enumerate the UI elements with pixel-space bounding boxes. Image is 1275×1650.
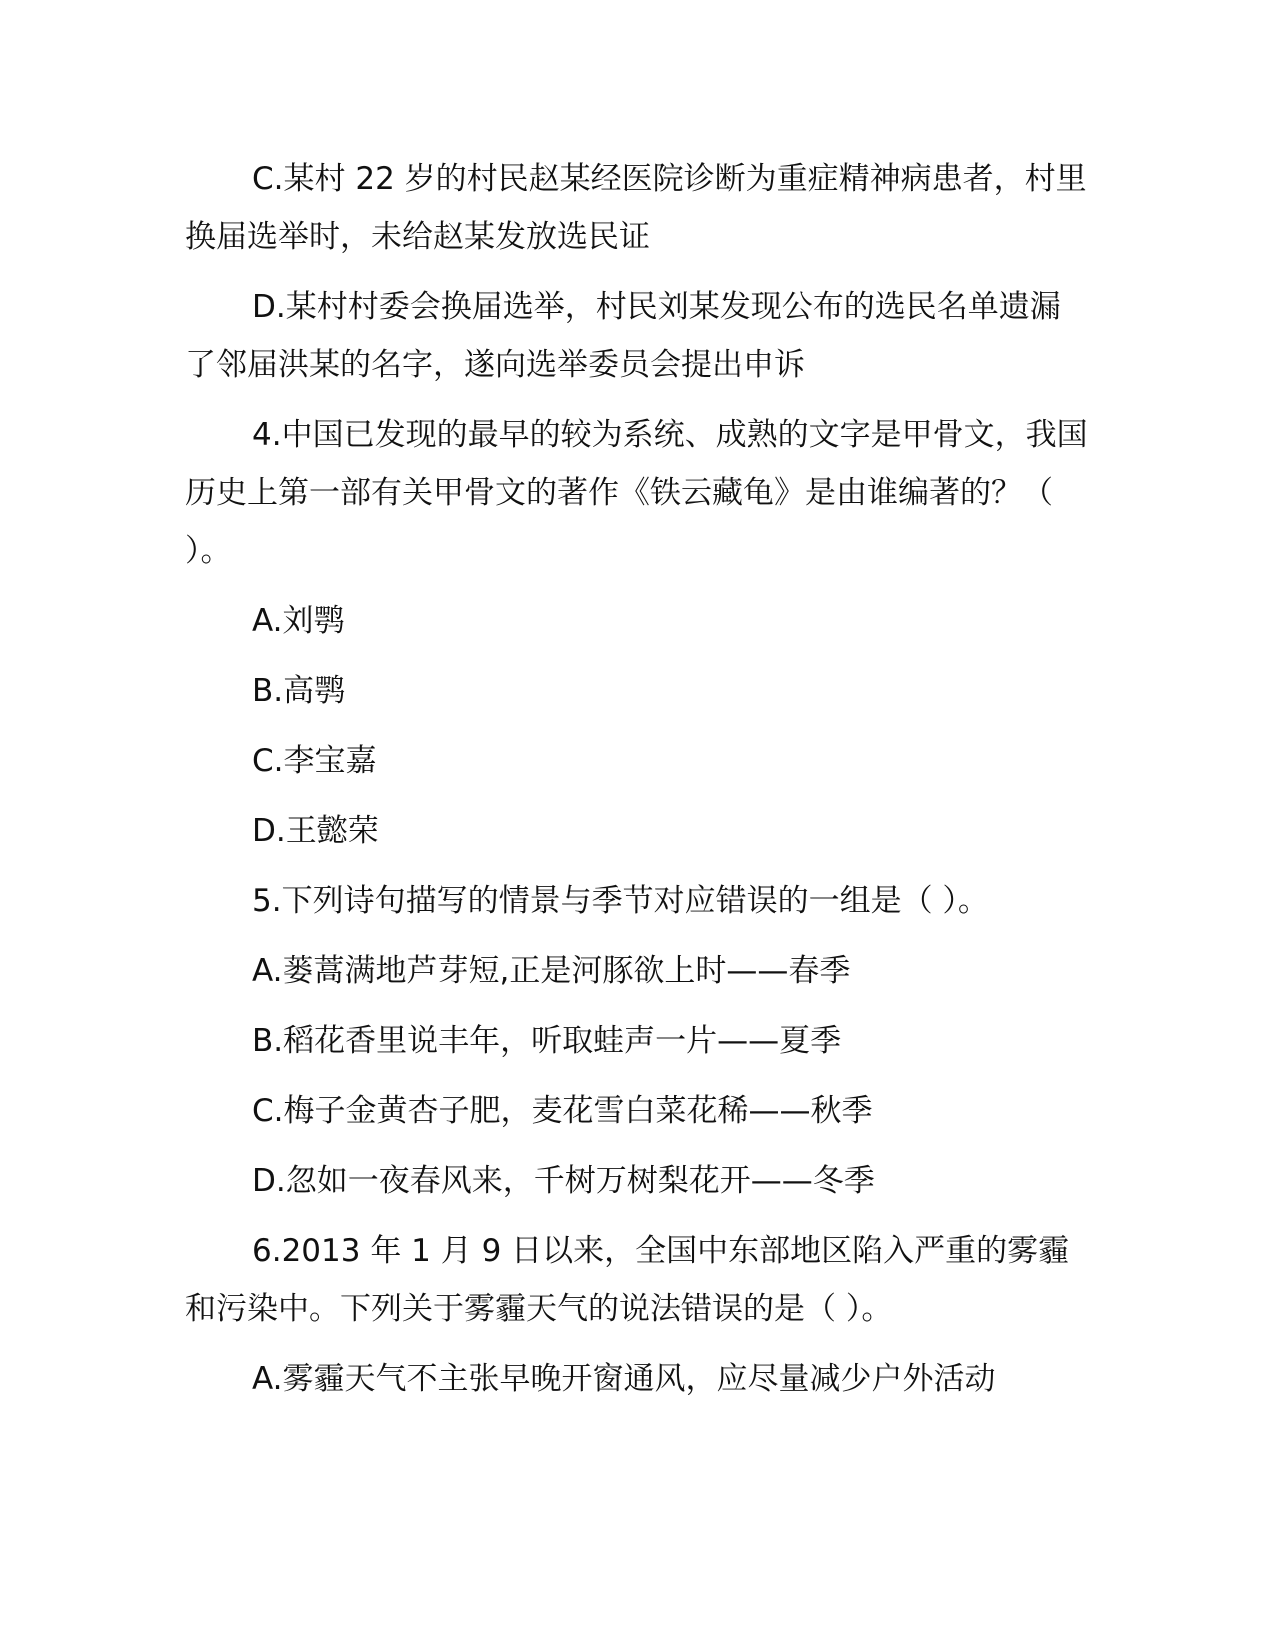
document-body (185, 150, 1090, 1420)
option-c-q5: C.梅子金黄杏子肥，麦花雪白菜花稀——秋季 (252, 1093, 873, 1129)
option-a-q5: A.蒌蒿满地芦芽短,正是河豚欲上时——春季 (252, 953, 851, 989)
option-d-q3: D.某村村委会换届选举，村民刘某发现公布的选民名单遗漏了邻届洪某的名字，遂向选举委员会提出申诉 (185, 289, 1061, 383)
option-b-q4: B.高鹗 (252, 673, 346, 709)
option-b-q5: B.稻花香里说丰年，听取蛙声一片——夏季 (252, 1023, 842, 1059)
option-c-q3: C.某村 22 岁的村民赵某经医院诊断为重症精神病患者，村里换届选举时，未给赵某发放选民证 (185, 161, 1087, 255)
question-6: 6.2013 年 1 月 9 日以来，全国中东部地区陷入严重的雾霾和污染中。下列关于雾霾天气的说法错误的是（ ）。 (185, 1233, 1070, 1327)
option-d-q4: D.王懿荣 (252, 813, 379, 849)
question-5: 5.下列诗句描写的情景与季节对应错误的一组是（ ）。 (252, 883, 989, 919)
option-d-q5: D.忽如一夜春风来，千树万树梨花开——冬季 (252, 1163, 875, 1199)
option-a-q6: A.雾霾天气不主张早晚开窗通风，应尽量减少户外活动 (252, 1361, 996, 1397)
option-c-q4: C.李宝嘉 (252, 743, 377, 779)
option-a-q4: A.刘鹗 (252, 603, 345, 639)
question-4: 4.中国已发现的最早的较为系统、成熟的文字是甲骨文，我国历史上第一部有关甲骨文的著作《铁云藏龟》是由谁编著的？（ ）。 (185, 417, 1088, 569)
